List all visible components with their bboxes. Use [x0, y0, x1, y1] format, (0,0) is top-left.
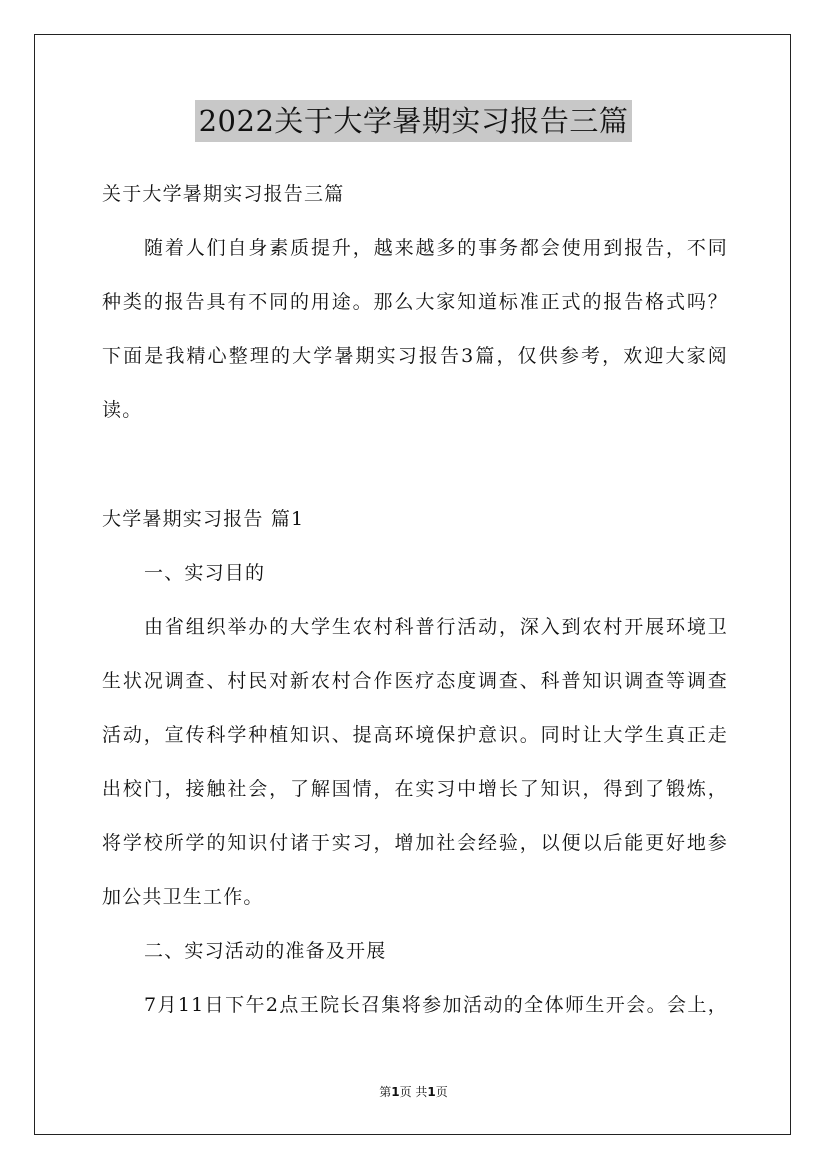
page-footer: [0, 1083, 827, 1100]
section-heading: 大学暑期实习报告 篇1: [102, 508, 305, 530]
part1-line-6: 加公共卫生工作。: [102, 886, 264, 908]
intro-line-2: 种类的报告具有不同的用途。那么大家知道标准正式的报告格式吗？: [102, 291, 728, 313]
part2-heading: 二、实习活动的准备及开展: [144, 940, 387, 962]
part1-line-4: 出校门，接触社会，了解国情，在实习中增长了知识，得到了锻炼，: [102, 778, 728, 800]
part1-line-5: 将学校所学的知识付诸于实习，增加社会经验，以便以后能更好地参: [102, 832, 728, 854]
intro-line-1: 随着人们自身素质提升，越来越多的事务都会使用到报告，不同: [144, 237, 728, 259]
footer-mid: 页 共: [399, 1085, 428, 1099]
subtitle: 关于大学暑期实习报告三篇: [102, 183, 345, 205]
document-body: [102, 172, 728, 1037]
document-title: 2022关于大学暑期实习报告三篇: [195, 100, 633, 142]
paragraph-gap: [102, 442, 728, 497]
footer-prefix: 第: [379, 1085, 392, 1099]
part1-line-1: 由省组织举办的大学生农村科普行活动，深入到农村开展环境卫: [144, 616, 728, 638]
title-area: [0, 100, 827, 142]
page-total: 1: [427, 1085, 436, 1099]
page-number: 1: [391, 1085, 400, 1099]
part1-line-3: 活动，宣传科学种植知识、提高环境保护意识。同时让大学生真正走: [102, 724, 728, 746]
footer-suffix: 页: [435, 1085, 448, 1099]
intro-line-4: 读。: [102, 399, 143, 421]
part1-line-2: 生状况调查、村民对新农村合作医疗态度调查、科普知识调查等调查: [102, 670, 728, 692]
intro-line-3: 下面是我精心整理的大学暑期实习报告3篇，仅供参考，欢迎大家阅: [102, 345, 728, 367]
part2-line-1: 7月11日下午2点王院长召集将参加活动的全体师生开会。会上，: [144, 994, 728, 1016]
part1-heading: 一、实习目的: [144, 562, 266, 584]
